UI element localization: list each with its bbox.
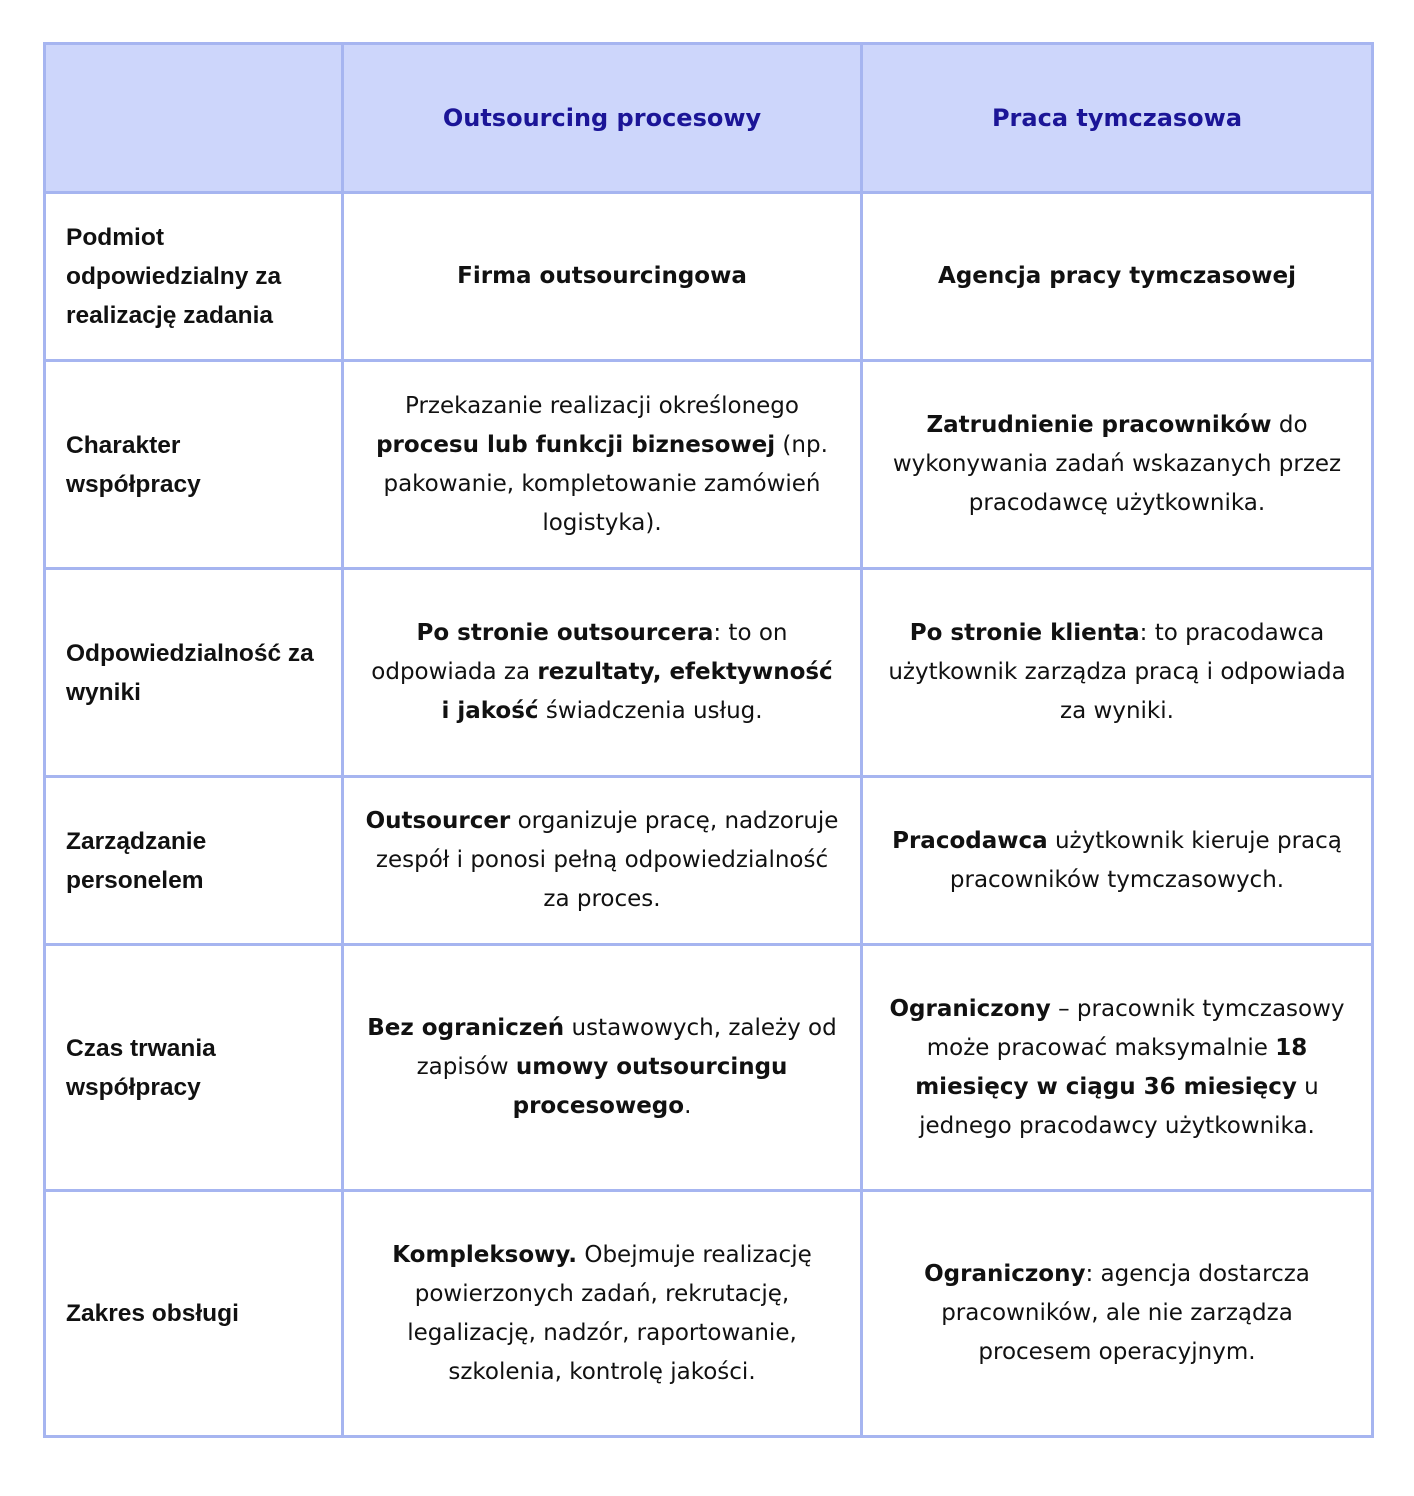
text-run: użytkownik kieruje pracą pracowników tymczasowych. — [949, 827, 1342, 893]
row-label: Zarządzanie personelem — [45, 777, 343, 945]
bold-text: Outsourcer — [365, 808, 511, 834]
text-run: : to on odpowiada za — [371, 620, 788, 685]
outsourcing-cell — [343, 945, 862, 1191]
temporary-cell — [862, 1191, 1373, 1437]
header-outsourcing: Outsourcing procesowy — [343, 44, 862, 193]
text-run: . — [684, 1093, 692, 1119]
temporary-cell — [862, 945, 1373, 1191]
bold-text: umowy outsourcingu procesowego — [512, 1054, 788, 1119]
bold-text: Agencja pracy tymczasowej — [938, 263, 1296, 289]
temporary-cell — [862, 361, 1373, 569]
table-row — [45, 777, 1373, 945]
outsourcing-cell — [343, 569, 862, 777]
table-row — [45, 569, 1373, 777]
row-label: Zakres obsługi — [45, 1191, 343, 1437]
text-run: organizuje pracę, nadzoruje zespół i ponosi pełną odpowiedzialność za proces. — [375, 808, 839, 912]
bold-text: 18 miesięcy w ciągu 36 miesięcy — [915, 1034, 1308, 1100]
text-run: świadczenia usług. — [538, 698, 763, 724]
bold-text: Po stronie klienta — [909, 620, 1140, 646]
outsourcing-cell — [343, 361, 862, 569]
text-run: : agencja dostarcza pracowników, ale nie zarządza procesem operacyjnym. — [941, 1261, 1310, 1365]
row-label: Charakter współpracy — [45, 361, 343, 569]
text-run: Przekazanie realizacji określonego — [405, 392, 799, 419]
header-temporary-work: Praca tymczasowa — [862, 44, 1373, 193]
table-row — [45, 193, 1373, 361]
text-run: : to pracodawca użytkownik zarządza pracą i odpowiada za wyniki. — [888, 620, 1346, 724]
bold-text: rezultaty, efektywność i jakość — [441, 659, 833, 724]
bold-text: Pracodawca — [892, 827, 1048, 854]
comparison-table — [43, 42, 1374, 1438]
temporary-cell — [862, 777, 1373, 945]
outsourcing-cell — [343, 193, 862, 361]
bold-text: Ograniczony — [889, 995, 1051, 1022]
table-row — [45, 361, 1373, 569]
text-run: do wykonywania zadań wskazanych przez pracodawcę użytkownika. — [892, 412, 1342, 516]
table-row — [45, 1191, 1373, 1437]
row-label: Czas trwania współpracy — [45, 945, 343, 1191]
table-row — [45, 945, 1373, 1191]
temporary-cell — [862, 193, 1373, 361]
bold-text: procesu lub funkcji biznesowej — [376, 431, 776, 458]
row-label: Odpowiedzialność za wyniki — [45, 569, 343, 777]
header-row — [45, 44, 1373, 193]
outsourcing-cell — [343, 777, 862, 945]
text-run: ustawowych, zależy od zapisów — [416, 1015, 837, 1080]
text-run: – pracownik tymczasowy może pracować maksymalnie — [926, 995, 1345, 1061]
temporary-cell — [862, 569, 1373, 777]
bold-text: Kompleksowy. — [392, 1241, 578, 1268]
bold-text: Firma outsourcingowa — [457, 263, 747, 289]
row-label: Podmiot odpowiedzialny za realizację zadania — [45, 193, 343, 361]
bold-text: Zatrudnienie pracowników — [926, 412, 1272, 438]
outsourcing-cell — [343, 1191, 862, 1437]
text-run: Obejmuje realizację powierzonych zadań, rekrutację, legalizację, nadzór, raportowanie, szkolenia, kontrolę jakości. — [407, 1241, 812, 1385]
bold-text: Bez ograniczeń — [367, 1015, 565, 1041]
text-run: u jednego pracodawcy użytkownika. — [919, 1073, 1319, 1139]
bold-text: Po stronie outsourcera — [416, 620, 714, 646]
header-corner — [45, 44, 343, 193]
bold-text: Ograniczony — [924, 1261, 1086, 1287]
text-run: (np. pakowanie, kompletowanie zamówień logistyka). — [383, 431, 828, 536]
